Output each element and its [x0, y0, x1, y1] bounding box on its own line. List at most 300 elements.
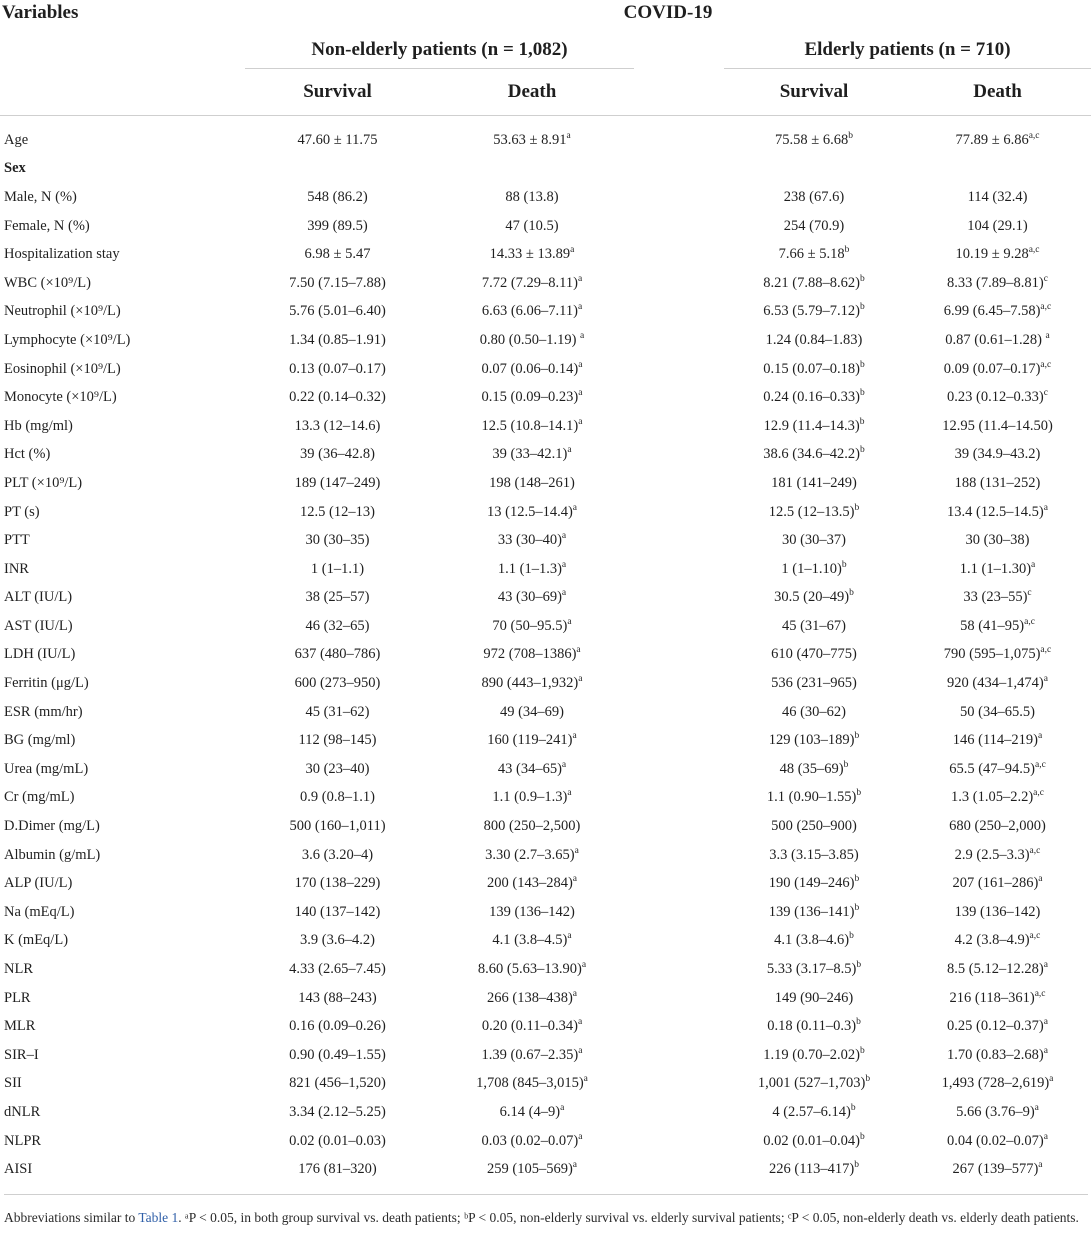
cell-c2 — [430, 726, 634, 755]
cell-superscript: a — [572, 988, 577, 999]
table-row — [0, 412, 1091, 441]
cell-value: 254 (70.9) — [783, 217, 845, 234]
cell-c2 — [430, 269, 634, 298]
cell-value: 0.15 (0.09–0.23) — [481, 389, 579, 406]
cell-superscript: a — [577, 302, 583, 313]
cell-c3 — [724, 469, 904, 498]
cell-superscript: a — [578, 1045, 583, 1056]
header-nonelderly-group — [245, 31, 634, 69]
cell-c3 — [724, 116, 904, 155]
table-row — [0, 1155, 1091, 1184]
cell-c3 — [724, 326, 904, 355]
cell-c4 — [904, 212, 1091, 241]
cell-c4 — [904, 898, 1091, 927]
cell-value: 1.24 (0.84–1.83) — [765, 331, 863, 348]
cell-superscript: b — [859, 416, 865, 427]
cell-superscript: b — [854, 502, 860, 513]
row-label: ALP (IU/L) — [4, 875, 73, 892]
row-label: PLT (×10⁹/L) — [4, 474, 83, 491]
cell-superscript: b — [854, 903, 860, 913]
cell-superscript: a,c — [1028, 245, 1040, 256]
table-row — [0, 955, 1091, 984]
row-label: WBC (×10⁹/L) — [4, 274, 91, 291]
header-elderly-label: Elderly patients (n = 710) — [804, 39, 1011, 60]
cell-superscript: b — [859, 1131, 865, 1142]
cell-c3 — [724, 155, 904, 184]
cell-value: 6.99 (6.45–7.58) — [943, 303, 1041, 320]
cell-superscript: a — [561, 760, 567, 771]
cell-c2 — [430, 441, 634, 470]
cell-c2 — [430, 1098, 634, 1127]
cell-value: 226 (113–417) — [769, 1161, 855, 1178]
cell-value: 238 (67.6) — [783, 188, 845, 205]
cell-c4 — [904, 726, 1091, 755]
cell-c3 — [724, 1155, 904, 1184]
table-row — [0, 869, 1091, 898]
cell-value: 33 (23–55) — [963, 589, 1028, 606]
row-label: NLR — [4, 961, 33, 978]
cell-c1 — [245, 269, 430, 298]
cell-value: 610 (470–775) — [771, 646, 857, 663]
cell-c2 — [430, 612, 634, 641]
cell-c1 — [245, 669, 430, 698]
cell-superscript: a — [572, 1160, 577, 1171]
cell-value: 0.03 (0.02–0.07) — [481, 1132, 579, 1149]
cell-c1 — [245, 755, 430, 784]
cell-superscript: a — [572, 731, 577, 742]
cell-c4 — [904, 498, 1091, 527]
cell-superscript: b — [859, 445, 865, 456]
cell-c1 — [245, 1012, 430, 1041]
cell-superscript: b — [849, 588, 854, 599]
cell-value: 143 (88–243) — [298, 989, 377, 1006]
cell-c2 — [430, 927, 634, 956]
cell-superscript: a — [578, 1131, 583, 1142]
cell-value: 600 (273–950) — [294, 675, 381, 692]
cell-value: 548 (86.2) — [307, 188, 368, 205]
cell-c2 — [430, 469, 634, 498]
cell-c1 — [245, 441, 430, 470]
cell-value: 1 (1–1.10) — [781, 560, 842, 577]
row-label: Lymphocyte (×10⁹/L) — [4, 331, 131, 348]
cell-c1 — [245, 698, 430, 727]
row-label: Urea (mg/mL) — [4, 760, 89, 777]
cell-c3 — [724, 355, 904, 384]
cell-value: 139 (136–142) — [954, 903, 1041, 920]
cell-value: 49 (34–69) — [499, 703, 565, 720]
header-survival-elderly: Survival — [724, 69, 904, 116]
cell-c4 — [904, 641, 1091, 670]
cell-value: 0.9 (0.8–1.1) — [300, 789, 375, 806]
cell-c3 — [724, 1098, 904, 1127]
table-row — [0, 240, 1091, 269]
cell-c2 — [430, 784, 634, 813]
cell-value: 39 (36–42.8) — [300, 446, 375, 463]
cell-superscript: b — [854, 874, 860, 885]
table-row — [0, 984, 1091, 1013]
cell-value: 149 (90–246) — [774, 989, 854, 1006]
cell-value: 6.53 (5.79–7.12) — [763, 303, 860, 320]
table-row — [0, 612, 1091, 641]
table-row — [0, 927, 1091, 956]
cell-value: 65.5 (47–94.5) — [949, 760, 1035, 777]
cell-value: 821 (456–1,520) — [289, 1075, 386, 1092]
cell-value: 13 (12.5–14.4) — [486, 503, 573, 520]
row-label: Hospitalization stay — [4, 246, 120, 263]
row-label: Na (mEq/L) — [4, 903, 75, 920]
table-footnote — [4, 1194, 1088, 1228]
cell-superscript: a — [580, 331, 585, 342]
cell-value: 1.19 (0.70–2.02) — [763, 1046, 860, 1063]
cell-c4 — [904, 669, 1091, 698]
cell-value: 12.5 (10.8–14.1) — [481, 417, 579, 434]
cell-c2 — [430, 1127, 634, 1156]
cell-value: 637 (480–786) — [294, 646, 381, 663]
cell-value: 12.95 (11.4–14.50) — [942, 417, 1053, 434]
cell-superscript: a — [561, 588, 567, 599]
cell-value: 13.4 (12.5–14.5) — [947, 503, 1044, 520]
row-label: Sex — [4, 160, 26, 177]
cell-c1 — [245, 469, 430, 498]
cell-c1 — [245, 183, 430, 212]
cell-c3 — [724, 269, 904, 298]
row-label: AISI — [4, 1161, 33, 1178]
row-label: NLPR — [4, 1132, 42, 1149]
cell-value: 45 (31–67) — [781, 617, 847, 634]
cell-c1 — [245, 326, 430, 355]
cell-superscript: b — [856, 1017, 861, 1028]
cell-c3 — [724, 698, 904, 727]
cell-value: 1,001 (527–1,703) — [757, 1075, 866, 1092]
cell-c2 — [430, 116, 634, 155]
cell-value: 104 (29.1) — [967, 217, 1028, 234]
cell-c3 — [724, 1041, 904, 1070]
cell-c4 — [904, 298, 1091, 327]
row-label: Hb (mg/ml) — [4, 417, 73, 434]
cell-superscript: a — [567, 617, 572, 628]
cell-superscript: a — [574, 845, 579, 856]
cell-value: 7.50 (7.15–7.88) — [289, 274, 386, 291]
cell-superscript: b — [844, 245, 850, 256]
cell-value: 6.98 ± 5.47 — [304, 246, 371, 263]
cell-c2 — [430, 383, 634, 412]
cell-value: 259 (105–569) — [486, 1161, 573, 1178]
table-row — [0, 155, 1091, 184]
row-label: K (mEq/L) — [4, 932, 69, 949]
cell-c2 — [430, 1041, 634, 1070]
cell-c2 — [430, 155, 634, 184]
cell-superscript: a,c — [1040, 645, 1052, 656]
row-label: PTT — [4, 532, 30, 549]
cell-c2 — [430, 526, 634, 555]
cell-value: 500 (250–900) — [771, 818, 857, 835]
cell-superscript: a — [572, 502, 577, 513]
cell-c4 — [904, 555, 1091, 584]
cell-value: 50 (34–65.5) — [960, 703, 1035, 720]
row-label: SIR–I — [4, 1046, 39, 1063]
cell-value: 399 (89.5) — [307, 217, 368, 234]
cell-value: 8.21 (7.88–8.62) — [763, 274, 860, 291]
cell-value: 30 (23–40) — [305, 760, 370, 777]
cell-superscript: a — [567, 788, 572, 799]
cell-value: 188 (131–252) — [954, 474, 1041, 491]
cell-superscript: b — [859, 388, 865, 399]
cell-value: 30 (30–35) — [305, 532, 370, 549]
cell-value: 43 (34–65) — [497, 760, 562, 777]
cell-superscript: a — [572, 874, 577, 885]
table-row — [0, 1127, 1091, 1156]
cell-c4 — [904, 155, 1091, 184]
table-row — [0, 726, 1091, 755]
cell-c2 — [430, 1012, 634, 1041]
table-row — [0, 698, 1091, 727]
cell-value: 890 (443–1,932) — [481, 675, 579, 692]
cell-value: 38.6 (34.6–42.2) — [763, 446, 860, 463]
cell-value: 198 (148–261) — [489, 474, 575, 491]
cell-c3 — [724, 526, 904, 555]
cell-c3 — [724, 441, 904, 470]
cell-value: 189 (147–249) — [294, 474, 381, 491]
cell-superscript: a — [1043, 1017, 1048, 1028]
cell-c4 — [904, 698, 1091, 727]
cell-c1 — [245, 1070, 430, 1099]
row-label: D.Dimer (mg/L) — [4, 818, 100, 835]
cell-value: 0.16 (0.09–0.26) — [289, 1018, 386, 1035]
table-row — [0, 383, 1091, 412]
cell-c4 — [904, 469, 1091, 498]
cell-c1 — [245, 526, 430, 555]
cell-c2 — [430, 841, 634, 870]
cell-value: 8.5 (5.12–12.28) — [947, 961, 1044, 978]
cell-value: 48 (35–69) — [779, 760, 844, 777]
cell-value: 4.1 (3.8–4.5) — [492, 932, 568, 949]
cell-c1 — [245, 555, 430, 584]
cell-c2 — [430, 812, 634, 841]
cell-value: 0.07 (0.06–0.14) — [481, 360, 579, 377]
cell-c1 — [245, 498, 430, 527]
cell-c2 — [430, 698, 634, 727]
cell-value: 6.14 (4–9) — [499, 1103, 561, 1120]
cell-value: 58 (41–95) — [960, 617, 1025, 634]
row-label: Monocyte (×10⁹/L) — [4, 389, 117, 406]
cell-c3 — [724, 869, 904, 898]
cell-c4 — [904, 441, 1091, 470]
cell-superscript: a — [570, 245, 575, 256]
cell-superscript: a — [578, 359, 583, 370]
cell-value: 0.18 (0.11–0.3) — [767, 1018, 857, 1035]
cell-value: 1.1 (1–1.30) — [959, 560, 1032, 577]
cell-c4 — [904, 784, 1091, 813]
cell-c4 — [904, 755, 1091, 784]
row-label: PT (s) — [4, 503, 40, 520]
cell-value: 47 (10.5) — [505, 217, 559, 234]
cell-value: 5.66 (3.76–9) — [956, 1103, 1035, 1120]
cell-c2 — [430, 869, 634, 898]
cell-value: 3.6 (3.20–4) — [301, 846, 374, 863]
cell-value: 1.70 (0.83–2.68) — [947, 1046, 1044, 1063]
cell-c1 — [245, 726, 430, 755]
cell-c3 — [724, 898, 904, 927]
cell-c1 — [245, 1041, 430, 1070]
cell-value: 0.04 (0.02–0.07) — [947, 1132, 1044, 1149]
cell-c3 — [724, 412, 904, 441]
cell-superscript: b — [854, 1160, 859, 1171]
footnote-text: . ᵃP < 0.05, in both group survival vs. death patients; ᵇP < 0.05, non-elderly survival vs. elderly survival patients; ᶜP < 0.05, non-elderly death vs. elderly death patients. — [178, 1210, 1079, 1225]
row-label: SII — [4, 1075, 22, 1092]
cell-superscript: b — [841, 559, 847, 570]
table-row — [0, 183, 1091, 212]
row-label: dNLR — [4, 1103, 41, 1120]
table-1-link[interactable]: Table 1 — [138, 1210, 179, 1225]
row-label: MLR — [4, 1018, 36, 1035]
cell-c3 — [724, 984, 904, 1013]
cell-value: 7.72 (7.29–8.11) — [481, 274, 578, 291]
cell-c3 — [724, 812, 904, 841]
cell-value: 53.63 ± 8.91 — [493, 131, 567, 148]
cell-value: 0.23 (0.12–0.33) — [947, 389, 1044, 406]
cell-superscript: b — [865, 1074, 871, 1085]
cell-c2 — [430, 183, 634, 212]
cell-value: 46 (30–62) — [781, 703, 847, 720]
cell-c3 — [724, 1070, 904, 1099]
table-row — [0, 326, 1091, 355]
row-label: AST (IU/L) — [4, 617, 73, 634]
cell-superscript: a,c — [1024, 617, 1035, 628]
cell-value: 4.2 (3.8–4.9) — [954, 932, 1030, 949]
cell-c3 — [724, 784, 904, 813]
cell-value: 140 (137–142) — [294, 903, 381, 920]
cell-c4 — [904, 1127, 1091, 1156]
cell-c3 — [724, 955, 904, 984]
row-label: Ferritin (μg/L) — [4, 675, 89, 692]
table-body — [0, 116, 1091, 1184]
cell-superscript: c — [1027, 588, 1032, 599]
cell-value: 920 (434–1,474) — [947, 675, 1044, 692]
row-label: Eosinophil (×10⁹/L) — [4, 360, 121, 377]
cell-superscript: b — [849, 931, 854, 942]
cell-c2 — [430, 1155, 634, 1184]
table-row — [0, 441, 1091, 470]
cell-value: 3.9 (3.6–4.2) — [300, 932, 375, 949]
cell-superscript: a — [567, 931, 572, 942]
cell-c4 — [904, 183, 1091, 212]
table-row — [0, 812, 1091, 841]
cell-value: 30 (30–37) — [781, 532, 847, 549]
cell-c1 — [245, 898, 430, 927]
cell-value: 0.02 (0.01–0.04) — [763, 1132, 860, 1149]
cell-value: 39 (34.9–43.2) — [954, 446, 1041, 463]
cell-superscript: a — [1049, 1074, 1054, 1085]
cell-superscript: a — [1031, 559, 1036, 570]
cell-superscript: b — [859, 302, 865, 313]
cell-value: 0.87 (0.61–1.28) — [945, 331, 1046, 348]
cell-value: 790 (595–1,075) — [943, 646, 1041, 663]
cell-superscript: c — [1043, 273, 1048, 284]
cell-superscript: a — [1034, 1103, 1039, 1114]
cell-value: 129 (103–189) — [768, 732, 855, 749]
cell-value: 10.19 ± 9.28 — [955, 246, 1029, 263]
table-row — [0, 269, 1091, 298]
header-survival-nonelderly: Survival — [245, 69, 430, 116]
cell-value: 12.5 (12–13) — [300, 503, 375, 520]
cell-value: 1 (1–1.1) — [310, 560, 365, 577]
cell-c3 — [724, 584, 904, 613]
cell-c2 — [430, 298, 634, 327]
cell-value: 43 (30–69) — [497, 589, 562, 606]
cell-value: 30 (30–38) — [965, 532, 1030, 549]
cell-c1 — [245, 869, 430, 898]
cell-value: 39 (33–42.1) — [492, 446, 568, 463]
cell-superscript: a — [578, 416, 583, 427]
cell-superscript: a,c — [1028, 130, 1040, 141]
cell-c4 — [904, 326, 1091, 355]
cell-c3 — [724, 498, 904, 527]
table-row — [0, 212, 1091, 241]
cell-superscript: a,c — [1033, 788, 1044, 799]
cell-value: 38 (25–57) — [305, 589, 370, 606]
cell-value: 3.30 (2.7–3.65) — [485, 846, 575, 863]
cell-c1 — [245, 955, 430, 984]
cell-value: 2.9 (2.5–3.3) — [954, 846, 1030, 863]
row-label: Neutrophil (×10⁹/L) — [4, 303, 121, 320]
cell-superscript: a — [1043, 1045, 1048, 1056]
cell-c4 — [904, 955, 1091, 984]
cell-value: 146 (114–219) — [952, 732, 1039, 749]
table-row — [0, 898, 1091, 927]
footnote-prefix: Abbreviations similar to — [4, 1210, 139, 1225]
cell-c4 — [904, 355, 1091, 384]
cell-superscript: b — [848, 130, 853, 141]
cell-c4 — [904, 927, 1091, 956]
cell-c3 — [724, 726, 904, 755]
cell-value: 500 (160–1,011) — [289, 818, 386, 835]
cell-superscript: a — [561, 531, 567, 542]
cell-c1 — [245, 240, 430, 269]
cell-superscript: b — [859, 359, 865, 370]
cell-value: 14.33 ± 13.89 — [489, 246, 571, 263]
cell-value: 267 (139–577) — [952, 1161, 1039, 1178]
cell-superscript: c — [1043, 388, 1048, 399]
cell-superscript: a — [576, 645, 581, 656]
cell-value: 1.1 (1–1.3) — [497, 560, 562, 577]
cell-c1 — [245, 927, 430, 956]
cell-c1 — [245, 641, 430, 670]
table-row — [0, 1041, 1091, 1070]
cell-value: 1.34 (0.85–1.91) — [289, 331, 386, 348]
cell-value: 4.33 (2.65–7.45) — [289, 961, 386, 978]
header-nonelderly-label: Non-elderly patients (n = 1,082) — [311, 39, 568, 60]
table-row — [0, 1070, 1091, 1099]
cell-c1 — [245, 1127, 430, 1156]
cell-superscript: a,c — [1034, 988, 1046, 999]
table-row — [0, 1012, 1091, 1041]
cell-value: 0.22 (0.14–0.32) — [289, 389, 386, 406]
cell-c4 — [904, 612, 1091, 641]
cell-c2 — [430, 955, 634, 984]
table-row — [0, 498, 1091, 527]
table-row — [0, 641, 1091, 670]
cell-c1 — [245, 412, 430, 441]
cell-value: 0.25 (0.12–0.37) — [947, 1018, 1044, 1035]
cell-c4 — [904, 584, 1091, 613]
row-label: Age — [4, 131, 29, 148]
row-label: Albumin (g/mL) — [4, 846, 101, 863]
cell-c3 — [724, 555, 904, 584]
cell-superscript: a — [1045, 331, 1050, 342]
cell-value: 1,708 (845–3,015) — [476, 1075, 584, 1092]
cell-value: 0.80 (0.50–1.19) — [479, 331, 581, 348]
cell-superscript: a — [566, 130, 571, 141]
